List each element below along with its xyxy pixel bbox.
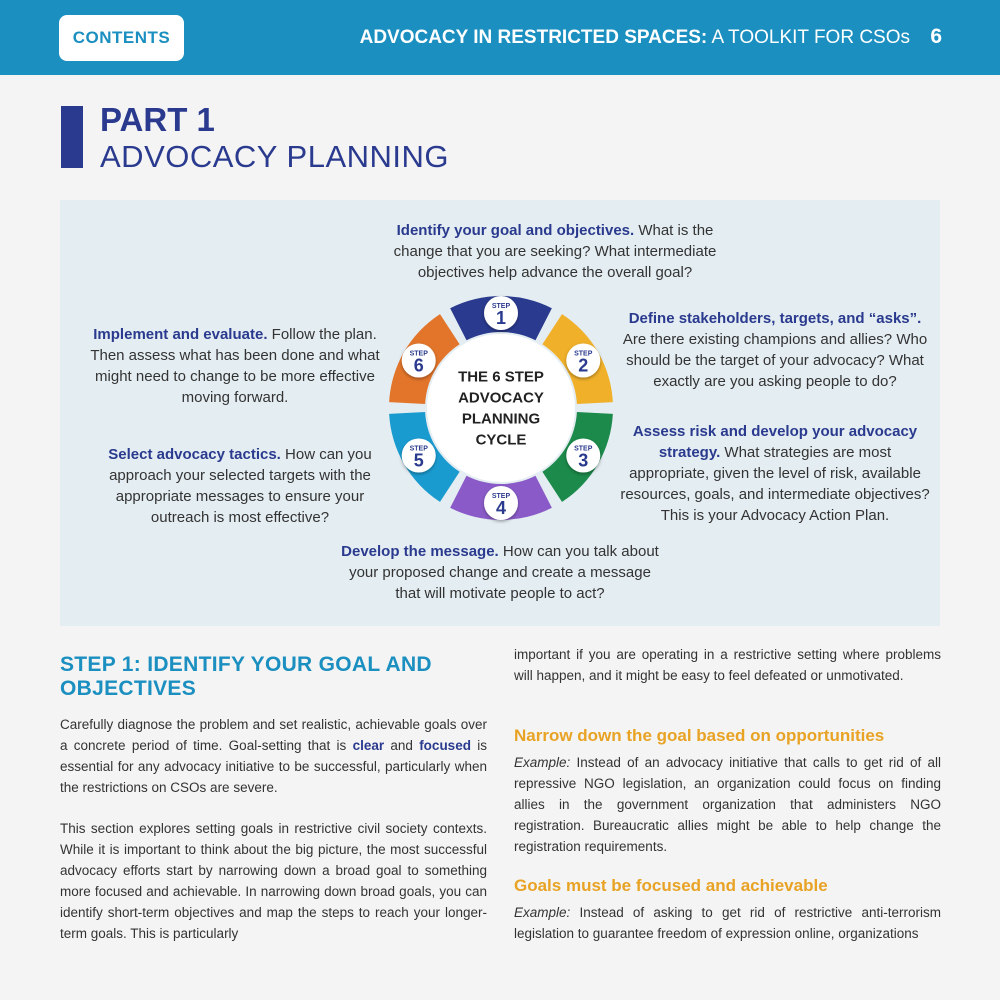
subheading-narrow-goal: Narrow down the goal based on opportunities — [514, 726, 885, 745]
planning-cycle-diagram — [385, 292, 617, 524]
intro-text-and: and — [390, 738, 413, 753]
cycle-center-label-line: PLANNING — [461, 410, 541, 428]
step-2-badge — [566, 344, 600, 378]
document-title-bold: ADVOCACY IN RESTRICTED SPACES: — [359, 27, 708, 48]
step-1-heading: Identify your goal and objectives. — [396, 222, 635, 239]
continued-paragraph: important if you are operating in a restrictive setting where problems will happen, and it might be easy to feel defeated or unmotivated. — [514, 647, 941, 683]
example-label: Example: — [514, 905, 571, 920]
step-2-text: Are there existing champions and allies? Who should be the target of your advocacy? What exactly are you asking people to do? — [622, 331, 928, 390]
step-6-badge — [402, 344, 436, 378]
step-2-caption — [620, 308, 930, 392]
section-paragraph: This section explores setting goals in restrictive civil society contexts. While it is important to think about the big picture, the most successful advocacy efforts start by narrowing down a broad goal to something more focused and achievable. In narrowing down broad goals, you can identify short-term objectives and map the steps to reach your longer-term goals. This is particularly — [60, 821, 487, 941]
part-number: PART 1 — [100, 101, 215, 138]
example-text-1: Instead of an advocacy initiative that calls to get rid of all repressive NGO legislation, an organization could focus on finding allies in the government organization that administers NGO registration. Bureaucratic allies might be able to help change the registration requirements. — [514, 755, 941, 854]
page-number: 6 — [930, 25, 942, 48]
step-4-text: How can you talk about your proposed change and create a message that will motivate people to act? — [349, 543, 659, 602]
example-label: Example: — [514, 755, 571, 770]
cycle-center-label-line: THE 6 STEP — [458, 368, 544, 386]
intro-paragraph — [60, 714, 487, 798]
step-2-badge-word: STEP — [574, 350, 593, 358]
cycle-panel — [60, 200, 940, 626]
step-3-badge-number: 3 — [578, 450, 589, 471]
part-title: ADVOCACY PLANNING — [100, 139, 450, 174]
subheading-focused-goals: Goals must be focused and achievable — [514, 876, 828, 895]
step-3-text: What strategies are most appropriate, given the level of risk, available resources, goals, and intermediate objectives? This is your Advocacy Action Plan. — [620, 444, 930, 524]
step-3-badge-word: STEP — [574, 445, 593, 453]
step-2-heading: Define stakeholders, targets, and “asks”. — [628, 310, 922, 327]
intro-text-a: Carefully diagnose the problem and set realistic, achievable goals over a concrete period of time. Goal-setting that is — [60, 717, 487, 753]
step-1-caption — [390, 220, 720, 283]
step-4-badge-number: 4 — [495, 498, 507, 518]
step-5-caption — [90, 444, 390, 528]
step-1-section-heading: STEP 1: IDENTIFY YOUR GOAL AND OBJECTIVES — [60, 653, 432, 700]
step-6-heading: Implement and evaluate. — [93, 326, 268, 343]
step-4-heading: Develop the message. — [341, 543, 499, 560]
step-6-badge-number: 6 — [413, 355, 424, 376]
step-1-badge-word: STEP — [491, 303, 511, 310]
step-6-text: Follow the plan. Then assess what has been done and what might need to change to be more effective moving forward. — [90, 326, 380, 406]
step-5-badge-number: 5 — [413, 450, 424, 471]
highlight-clear: clear — [352, 738, 385, 753]
document-title-rest: A TOOLKIT FOR CSOs — [711, 27, 910, 48]
step-4-badge — [484, 486, 518, 520]
cycle-center-disc — [427, 334, 575, 482]
step-2-badge-number: 2 — [578, 355, 589, 376]
step-5-text: How can you approach your selected targets with the appropriate messages to ensure your outreach is most effective? — [109, 446, 372, 526]
step-6-caption — [90, 324, 380, 408]
step-5-badge-word: STEP — [409, 445, 428, 453]
step-3-heading: Assess risk and develop your advocacy strategy. — [632, 423, 918, 461]
top-banner — [0, 0, 1000, 75]
contents-button[interactable]: CONTENTS — [59, 15, 184, 61]
step-6-badge-word: STEP — [409, 350, 428, 358]
step-5-heading: Select advocacy tactics. — [108, 446, 281, 463]
intro-text-b: is essential for any advocacy initiative to be successful, particularly when the restrictions on CSOs are severe. — [60, 738, 487, 795]
step-4-caption — [340, 541, 660, 604]
step-4-badge-word: STEP — [491, 493, 511, 500]
step-1-badge-number: 1 — [495, 308, 507, 328]
example-paragraph-2 — [514, 902, 941, 944]
cycle-center-label-line: CYCLE — [475, 431, 527, 449]
step-5-badge — [402, 439, 436, 473]
part-accent-bar — [61, 106, 83, 168]
example-paragraph-1 — [514, 752, 941, 857]
document-title — [360, 27, 910, 49]
step-3-caption — [620, 421, 930, 526]
example-text-2: Instead of asking to get rid of restrictive anti-terrorism legislation to guarantee freedom of expression online, organizations — [514, 905, 941, 941]
highlight-focused: focused — [419, 738, 471, 753]
cycle-center-label-line: ADVOCACY — [458, 389, 544, 407]
step-1-text: What is the change that you are seeking? What intermediate objectives help advance the overall goal? — [393, 222, 717, 281]
step-1-badge — [484, 296, 518, 330]
step-3-badge — [566, 439, 600, 473]
